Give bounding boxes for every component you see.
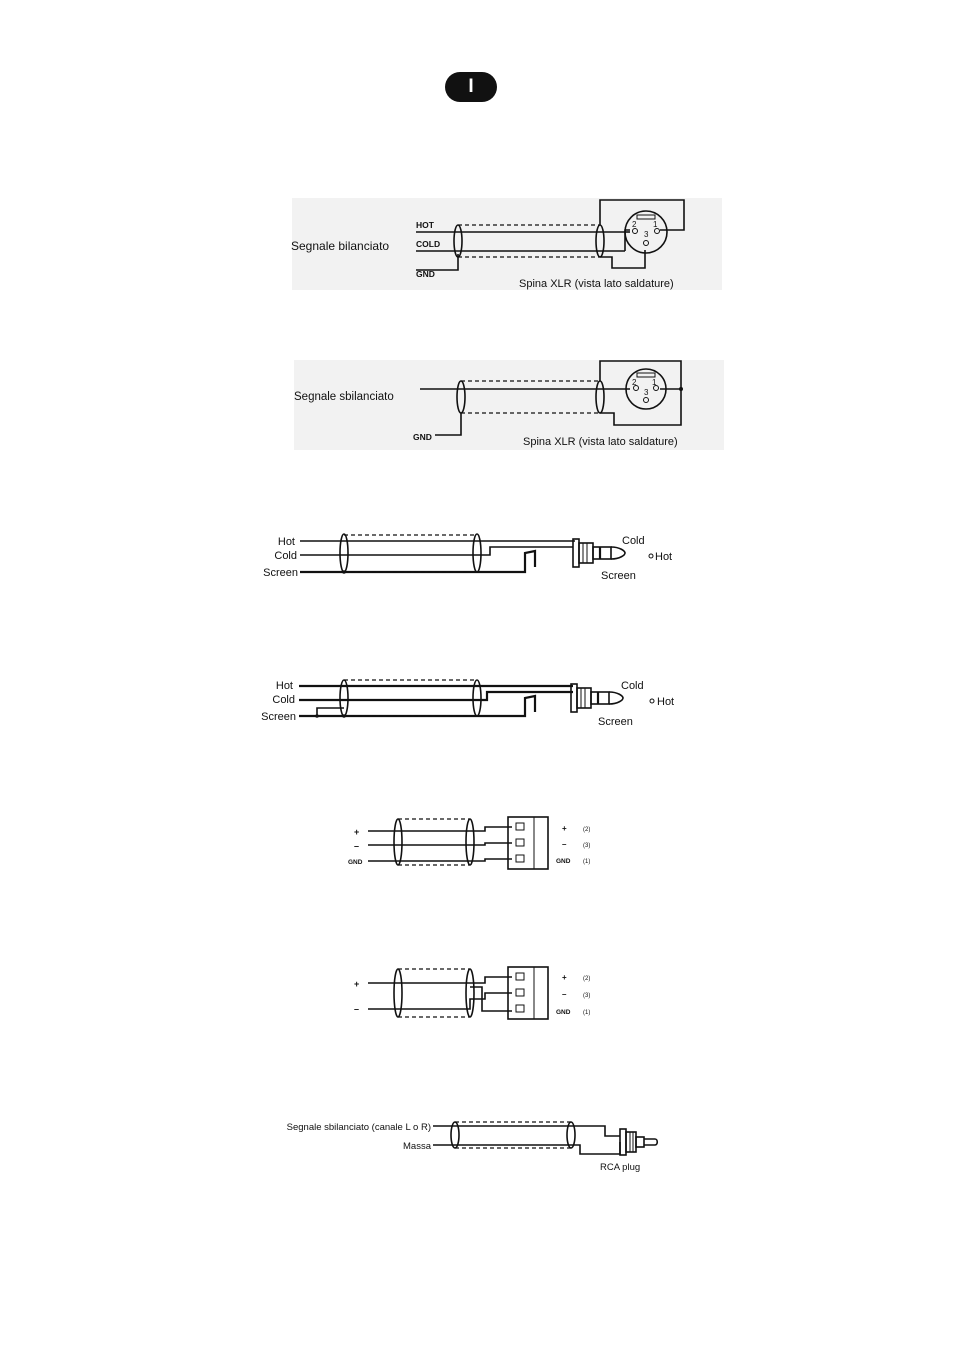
label-minus: –	[354, 841, 360, 851]
plug-label: Spina XLR (vista lato saldature)	[519, 278, 674, 290]
plug-cold-label: Cold	[621, 680, 644, 692]
terminal-labels	[556, 973, 590, 1016]
terminal-1-sign: +	[562, 973, 567, 982]
label-minus: –	[354, 1004, 360, 1014]
plug-screen-label: Screen	[598, 716, 633, 728]
plug-cold-label: Cold	[622, 535, 645, 547]
label-unbalanced-signal: Segnale sbilanciato (canale L o R)	[286, 1122, 431, 1133]
diagram-unbalanced-xlr	[280, 355, 730, 455]
plug-label: Spina XLR (vista lato saldature)	[523, 436, 678, 448]
plug-label: RCA plug	[600, 1162, 641, 1173]
pin-1-label: 1	[653, 220, 658, 229]
pin-2-label: 2	[632, 378, 637, 387]
terminal-2-sign: –	[562, 840, 567, 849]
terminal-1-num: (2)	[583, 827, 591, 833]
wires	[299, 680, 573, 718]
label-screen: Screen	[261, 711, 296, 723]
wires	[433, 1122, 620, 1154]
label-hot: Hot	[275, 680, 293, 692]
label-hot: Hot	[277, 536, 295, 548]
terminal-2-num: (3)	[583, 993, 591, 999]
label-cold: Cold	[274, 550, 297, 562]
terminal-1-num: (2)	[583, 976, 591, 982]
diagram-balanced-xlr	[280, 190, 730, 300]
pin-2-label: 2	[632, 220, 637, 229]
label-hot: HOT	[416, 220, 434, 230]
label-gnd: GND	[413, 432, 432, 442]
terminal-3-sign: GND	[556, 1009, 571, 1016]
terminal-1-sign: +	[562, 824, 567, 833]
language-badge: I	[445, 72, 497, 102]
plug-hot-label: Hot	[655, 551, 673, 563]
terminal-2-num: (3)	[583, 843, 591, 849]
rca-connector	[620, 1129, 657, 1155]
wires	[420, 361, 683, 435]
label-cold: COLD	[416, 239, 441, 249]
diagram-unbalanced-terminal	[340, 963, 620, 1023]
pin-3-label: 3	[644, 388, 649, 397]
diagram-unbalanced-jack	[255, 670, 695, 735]
diagram-balanced-jack	[255, 525, 695, 590]
plug-hot-label: Hot	[657, 696, 675, 708]
terminal-3-num: (1)	[583, 859, 591, 865]
terminal-3-num: (1)	[583, 1010, 591, 1016]
diagram-rca-plug	[275, 1112, 675, 1182]
label-gnd: GND	[348, 859, 363, 866]
wires	[368, 969, 512, 1017]
wires	[300, 534, 575, 574]
plug-screen-label: Screen	[601, 570, 636, 582]
label-screen: Screen	[263, 567, 298, 579]
pin-3-label: 3	[644, 230, 649, 239]
label-plus: +	[354, 827, 360, 837]
terminal-labels	[556, 824, 590, 865]
wires	[368, 819, 512, 865]
label-plus: +	[354, 979, 360, 989]
label-gnd: GND	[416, 269, 435, 279]
terminal-block	[508, 817, 548, 869]
diagram-balanced-terminal	[340, 815, 620, 875]
title-balanced-signal: Segnale bilanciato	[291, 239, 390, 253]
terminal-3-sign: GND	[556, 858, 571, 865]
label-cold: Cold	[272, 694, 295, 706]
terminal-2-sign: –	[562, 990, 567, 999]
label-ground: Massa	[403, 1141, 431, 1152]
pin-1-label: 1	[652, 378, 657, 387]
title-unbalanced-signal: Segnale sbilanciato	[294, 391, 394, 403]
terminal-block	[508, 967, 548, 1019]
